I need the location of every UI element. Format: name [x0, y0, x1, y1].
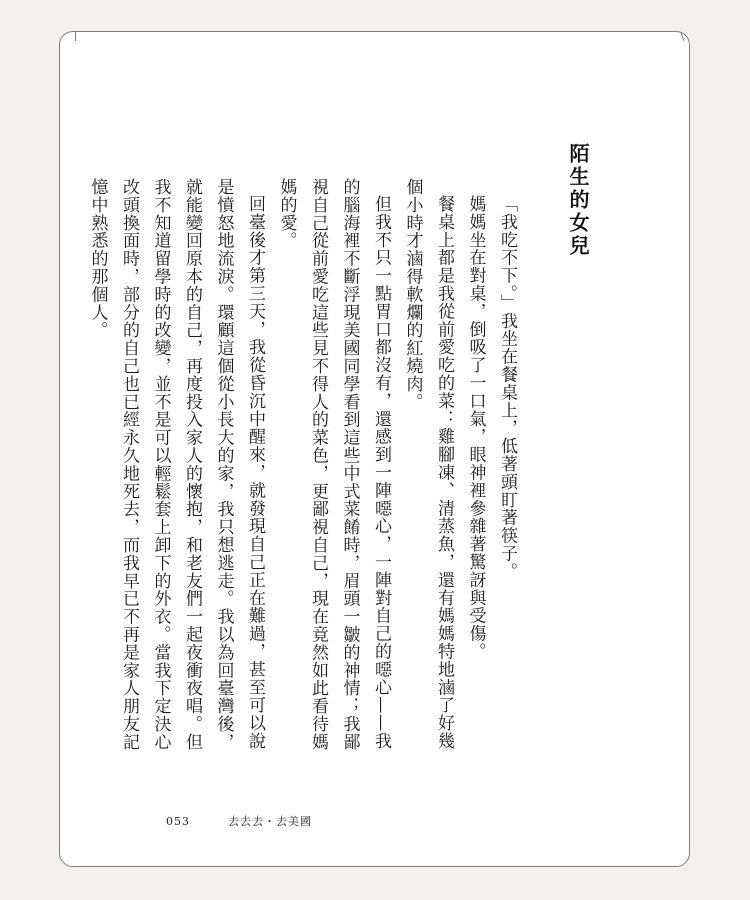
body-text [81, 178, 522, 758]
paragraph: 但我不只一點胃口都沒有，還感到一陣噁心，一陣對自己的噁心——我的腦海裡不斷浮現美國同學看到這些中式菜餚時，眉頭一皺的神情；我鄙視自己從前愛吃這些見不得人的菜色，更鄙視自己，現在竟然如此看待媽媽的愛。 [276, 178, 391, 751]
chapter-title: 陌生的女兒 [566, 143, 590, 258]
paragraph: 「我吃不下。」我坐在餐桌上，低著頭盯著筷子。 [497, 195, 517, 581]
crop-mark-left [75, 31, 76, 41]
page-footer [166, 813, 312, 829]
paragraph: 餐桌上都是我從前愛吃的菜：雞腳凍、清蒸魚，還有媽媽特地滷了好幾個小時才滷得軟爛的紅燒肉。 [402, 178, 454, 750]
page-number: 053 [166, 814, 190, 828]
paragraph: 媽媽坐在對桌，倒吸了一口氣，眼神裡參雜著驚訝與受傷。 [465, 195, 486, 661]
paragraph: 回臺後才第三天，我從昏沉中醒來，就發現自己正在難過，甚至可以說是憤怒地流淚。環顧這個從小長大的家，我只想逃走。我以為回臺灣後，就能變回原本的自己，再度投入家人的懷抱，和老友們一起夜衝夜唱。但我不知道留學時的改變，並不是可以輕鬆套上卸下的外衣。當我下定決心改頭換面時，部分的自己也已經永久地死去，而我早已不再是家人朋友記憶中熟悉的那個人。 [87, 178, 265, 751]
running-head: 去去去・去美國 [228, 815, 312, 828]
